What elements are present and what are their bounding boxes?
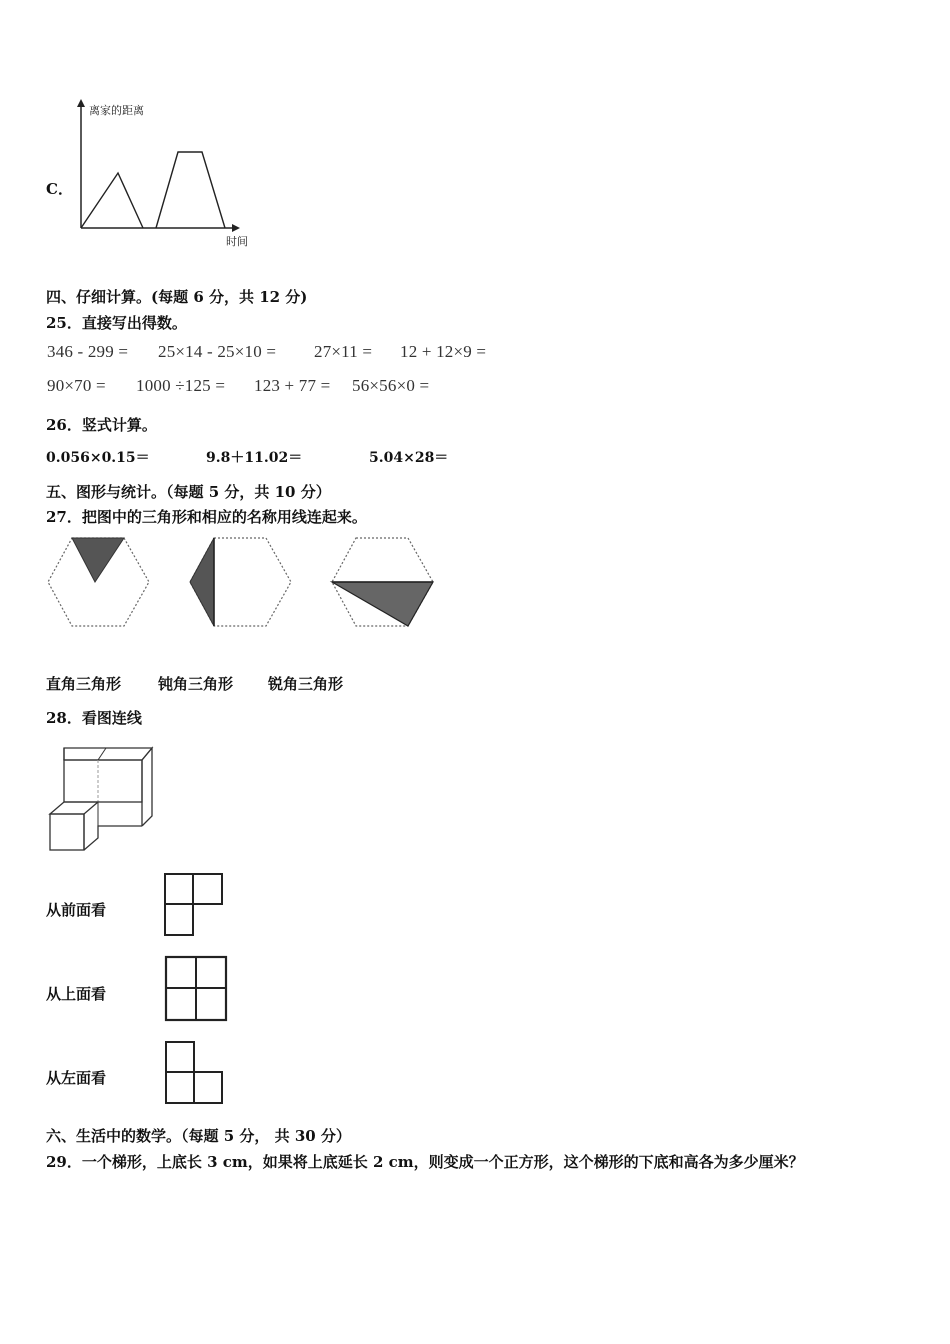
calc-item: 90×70 = — [47, 376, 106, 395]
vertical-calc-item: 5.04×28＝ — [369, 450, 449, 466]
cube-solid-figure — [46, 738, 158, 856]
option-c-label: C． — [46, 180, 73, 198]
vertical-calc-item: 9.8＋11.02＝ — [206, 450, 303, 466]
calc-item: 12 + 12×9 = — [400, 342, 487, 361]
calc-item: 56×56×0 = — [352, 376, 430, 395]
vertical-calc-item: 0.056×0.15＝ — [46, 450, 150, 466]
calc-item: 123 + 77 = — [254, 376, 331, 395]
calc-item: 1000 ÷125 = — [136, 376, 226, 395]
triangle-name-obtuse: 钝角三角形 — [158, 675, 234, 693]
y-axis-label: 离家的距离 — [89, 104, 144, 117]
view-shape-b — [162, 954, 230, 1024]
view-shape-c — [162, 1038, 228, 1108]
view-shape-a — [162, 871, 226, 939]
q28-title: 28．看图连线 — [46, 709, 142, 727]
view-label-front: 从前面看 — [46, 901, 107, 919]
hexagon-right-triangle — [188, 536, 294, 628]
q29-text: 29．一个梯形，上底长 3 cm，如果将上底延长 2 cm，则变成一个正方形，这个梯形的下底和高各为多少厘米？ — [46, 1153, 804, 1171]
calc-item: 346 - 299 = — [47, 342, 129, 361]
q27-title: 27．把图中的三角形和相应的名称用线连起来。 — [46, 508, 367, 526]
hexagon-acute-triangle — [46, 536, 152, 628]
section5-heading: 五、图形与统计。（每题 5 分，共 10 分） — [46, 483, 331, 501]
triangle-name-acute: 锐角三角形 — [268, 675, 344, 693]
calc-item: 25×14 - 25×10 = — [158, 342, 277, 361]
view-label-top: 从上面看 — [46, 985, 107, 1003]
calc-item: 27×11 = — [314, 342, 373, 361]
distance-time-graph — [70, 98, 260, 253]
triangle-name-right: 直角三角形 — [46, 675, 122, 693]
section6-heading: 六、生活中的数学。（每题 5 分， 共 30 分） — [46, 1127, 351, 1145]
view-label-left: 从左面看 — [46, 1069, 107, 1087]
x-axis-label: 时间 — [226, 235, 248, 248]
q26-title: 26．竖式计算。 — [46, 416, 157, 434]
section4-heading: 四、仔细计算。(每题 6 分，共 12 分) — [46, 288, 308, 306]
q25-title: 25．直接写出得数。 — [46, 314, 187, 332]
hexagon-obtuse-triangle — [330, 536, 436, 628]
